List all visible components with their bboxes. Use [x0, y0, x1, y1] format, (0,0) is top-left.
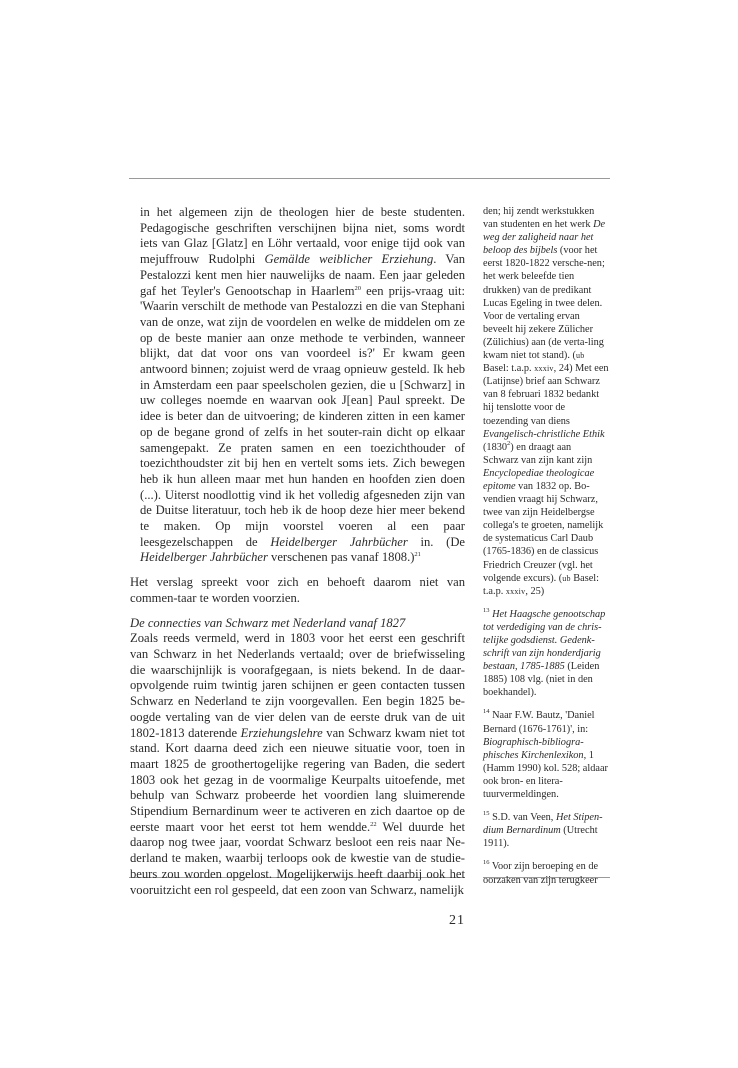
text-run: van 1832 op. Bo-vendien vraagt hij Schwarz, twee van zijn Heidelbergse collega's te groeten, namelijk de systematicus Carl Daub (1765-1836) en de classicus Friedrich Creuzer (vgl. het volgende excurs). (	[483, 480, 604, 584]
text-run: , 25)	[525, 585, 545, 597]
text-run: den; hij zendt werkstukken van studenten en het werk	[483, 206, 595, 231]
text-run: in. (De	[407, 534, 466, 549]
footnote-14	[483, 709, 609, 801]
footnote-ref: 20	[354, 284, 362, 292]
page-number: 21	[449, 913, 465, 928]
footnote-ref: 21	[414, 551, 421, 559]
text-run: in het algemeen zijn de theologen hier de beste studenten. Pedagogische geschriften verschijnen bijna niet, soms wordt iets van Glaz [Glatz] en Löhr vertaald, voor enige tijd ook van mejuffrouw Rudolphi	[140, 205, 465, 267]
footnote-16	[483, 860, 609, 886]
text-run: Naar F.W. Bautz, 'Daniel Bernard (1676-1761)', in:	[483, 710, 595, 735]
text-run: ub	[575, 351, 585, 361]
text-run: ) en draagt aan Schwarz van zijn kant zijn	[483, 441, 593, 466]
text-run: Evangelisch-christliche Ethik	[483, 428, 605, 440]
text-run: Het Haagsche genootschap tot verdediging van de chris-telijke godsdienst. Gedenk-schrift van zijn honderdjarig bestaan, 1785-1885	[483, 608, 606, 673]
main-column	[130, 205, 465, 898]
text-run: Heidelberger Jahrbücher	[140, 550, 268, 565]
text-run: (Utrecht 1911).	[483, 825, 598, 850]
block-quote	[130, 205, 465, 566]
footnote-15	[483, 811, 609, 850]
text-run: , 24) Met een (Latijnse) brief aan Schwarz van 8 februari 1832 bedankt hij tenslotte voor de toezending van diens	[483, 363, 609, 427]
footnote-ref: 16	[483, 859, 490, 867]
text-run: Het Stipen-dium Bernardinum	[483, 812, 603, 837]
text-run: Heidelberger Jahrbücher	[270, 534, 408, 549]
footnote-ref: 22	[370, 820, 377, 828]
footnote-13	[483, 608, 609, 700]
text-run: xxxiv	[534, 364, 554, 374]
text-run: Erziehungslehre	[240, 725, 323, 740]
text-run: (1830	[483, 441, 508, 453]
text-run: ub	[562, 573, 571, 583]
section-heading: De connecties van Schwarz met Nederland vanaf 1827	[130, 615, 406, 630]
text-run: , 1 (Hamm 1990) kol. 528; aldaar ook bron- en litera-tuurvermeldingen.	[483, 749, 608, 801]
text-run: . Van Pestalozzi kent men hier nauwelijks de naam. Een jaar geleden gaf het Teyler's Genootschap in Haarlem	[140, 252, 465, 298]
paragraph: Het verslag spreekt voor zich en behoeft daarom niet van commen-taar te worden voorzien.	[130, 575, 465, 605]
text-run: Zoals reeds vermeld, werd in 1803 voor het eerst een geschrift van Schwarz in het Nederlands vertaald; over de briefwisseling die waarschijnlijk is voorafgegaan, is niets bekend. In de daar-opvolgende ruim twintig jaren schijnen er geen contacten tussen Schwarz en Nederland te zijn voorgevallen. Een begin 1825 be-oogde vertaling van de vier delen van de eerste druk van de uit 1802-1813 daterende	[130, 631, 465, 740]
text-run: Biographisch-bibliogra-phisches Kirchenlexikon	[483, 736, 584, 761]
footnote-continued	[483, 205, 609, 598]
footnote-ref: 14	[483, 708, 490, 716]
text-run: Basel: t.a.p.	[483, 572, 600, 597]
text-run: een prijs-vraag uit: 'Waarin verschilt de methode van Pestalozzi en die van Stephani van de onze, wat zijn de voordelen en welke de middelen om ze op de beste manier aan onze methode te verbinden, wanneer blijkt, dat dat voor ons van voordeel is?' Er kwam geen antwoord binnen; zojuist werd de vraag opnieuw gesteld. Ik heb in Amsterdam een paar speelscholen gezien, die u [Schwarz] in uw colleges noemde en waarvan ook J[ean] Paul spreekt. De idee is beter dan de uitvoering; de kinderen zitten in een kamer op de begane grond of zelfs in het souter-rain dicht op elkaar samengepakt. Ze praten samen en een toezichthouder of toezichthoudster zit bij hen en vertelt soms iets. Zich bewegen heb ik hun alleen maar met hun handen en hoofden zien doen (...). Uiterst noodlottig vind ik het volledig afgesneden zijn van de Duitse literatuur, toch heb ik de hoop deze hier meer bekend te maken. Op mijn voorstel voeren al een paar leesgezelschappen de	[140, 283, 465, 549]
text-run: xxxiv	[505, 586, 526, 596]
text-run: Voor zijn beroeping en de oorzaken van zijn terugkeer	[483, 861, 599, 886]
text-run: S.D. van Veen,	[489, 812, 556, 824]
top-rule	[129, 178, 610, 179]
text-run: verschenen pas vanaf 1808.)	[267, 550, 415, 565]
footnote-ref: 2	[507, 439, 511, 447]
text-run: Gemälde weiblicher Erziehung	[264, 252, 434, 267]
text-run: De weg der zaligheid naar het beloop des bijbels	[483, 219, 606, 257]
text-run: van Schwarz kwam niet tot stand. Kort daarna deed zich een nieuwe situatie voor, toen in maart 1825 de groothertogelijke regering van Baden, die sedert 1803 ook het gezag in de voormalige Keurpalts uitoefende, met behulp van Schwarz probeerde het voordien lang sluimerende Stipendium Bernardinum weer te activeren en zich daartoe op de eerste maart voor het eerst tot hem wendde.	[130, 725, 465, 834]
text-run: (Leiden 1885) 108 vlg. (niet in den boekhandel).	[483, 661, 600, 699]
footnote-ref: 15	[483, 810, 490, 818]
text-run: Encyclopediae theologicae epitome	[483, 467, 595, 492]
text-run: (voor het eerst 1820-1822 versche-nen; het werk beleefde tien drukken) van de predikant Lucas Egeling in twee delen. Voor de vertaling ervan beveelt hij zekere Zülicher (Zülichius) aan (de verta-ling kwam niet tot stand). (	[483, 245, 605, 362]
text-run: Wel duurde het daarop nog twee jaar, voordat Schwarz besloot een reis naar Ne-derland te maken, waarbij terloops ook de kwestie van de studie-beurs zou worden opgelost. Mogelijkerwijs heeft daarbij ook het vooruitzicht een rol gespeeld, dat een zoon van Schwarz, namelijk	[130, 819, 465, 897]
paragraph	[130, 631, 465, 898]
footnote-column	[483, 205, 609, 887]
footnote-ref: 13	[483, 606, 490, 614]
text-run: Basel: t.a.p.	[483, 363, 535, 375]
